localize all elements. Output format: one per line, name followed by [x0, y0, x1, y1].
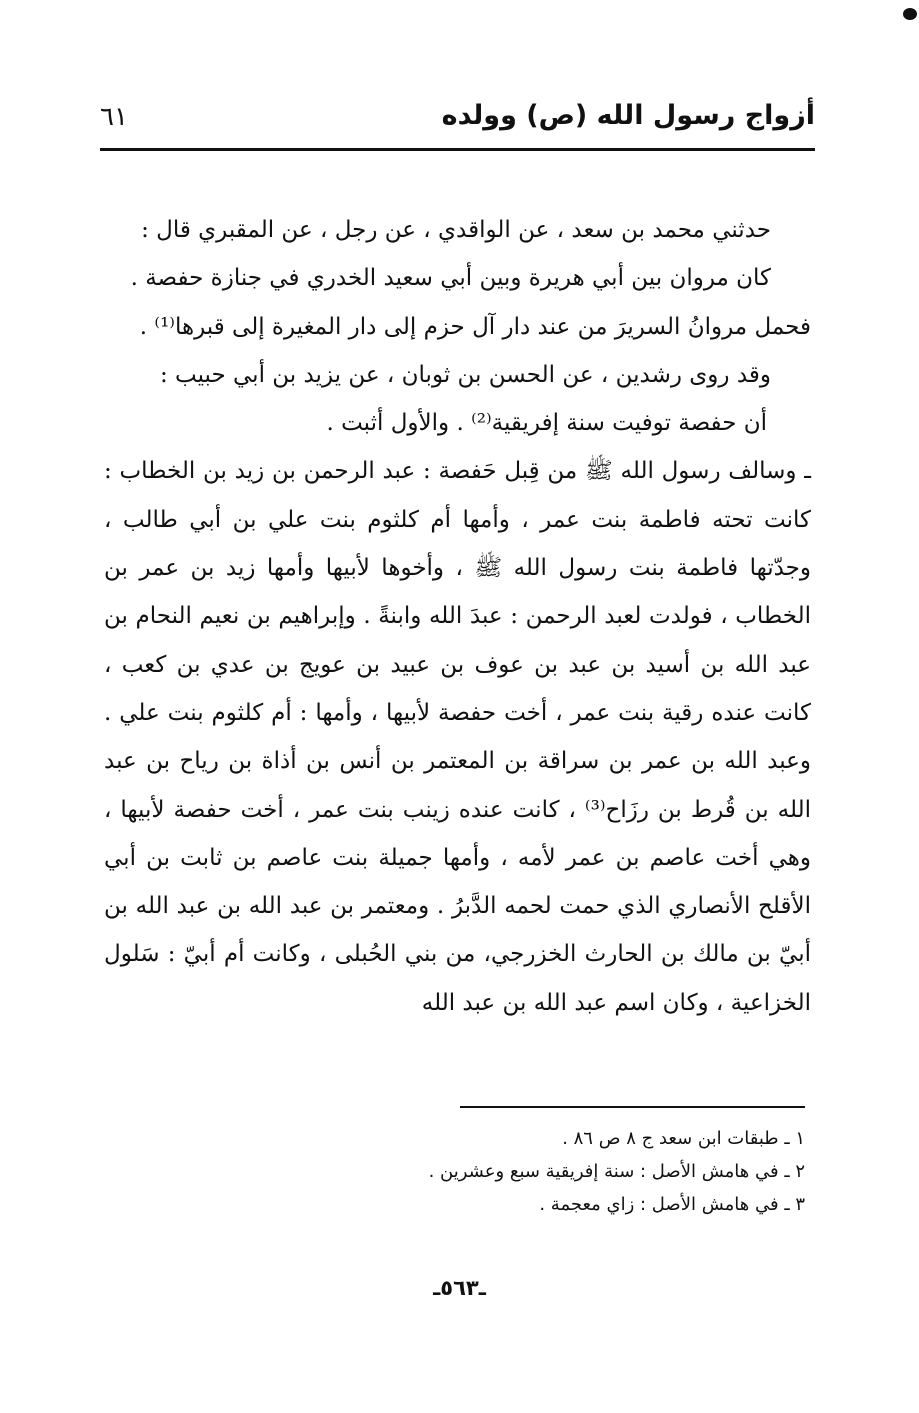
footnote: ٢ ـ في هامش الأصل : سنة إفريقية سبع وعشرين . [428, 1161, 805, 1182]
header-rule [100, 148, 815, 151]
paragraph: حدثني محمد بن سعد ، عن الواقدي ، عن رجل ، عن المقبري قال : [141, 217, 771, 243]
header-page-number: ٦١ [100, 102, 128, 132]
ink-dot [903, 8, 917, 20]
paragraph: وقد روى رشدين ، عن الحسن بن ثوبان ، عن يزيد بن أبي حبيب : [159, 361, 771, 388]
footnotes [245, 1122, 805, 1221]
main-text [104, 206, 811, 1027]
folio-page-number: ـ٥٦٣ـ [433, 1276, 486, 1300]
paragraph: كان مروان بين أبي هريرة وبين أبي سعيد الخدري في جنازة حفصة . [130, 265, 771, 292]
header-title: أزواج رسول الله (ص) وولده [441, 100, 815, 131]
paragraph: فحمل مروانُ السريرَ من عند دار آل حزم إلى دار المغيرة إلى قبرها⁽¹⁾ . [139, 313, 811, 340]
paragraph: أن حفصة توفيت سنة إفريقية⁽²⁾ . والأول أثبت . [326, 410, 767, 437]
footnote: ١ ـ طبقات ابن سعد ج ٨ ص ٨٦ . [562, 1128, 805, 1149]
paragraph: ـ وسالف رسول الله ﷺ من قِبل حَفصة : عبد الرحمن بن زيد بن الخطاب : كانت تحته فاطمة بنت عمر ، وأمها أم كلثوم بنت علي بن أبي طالب ، وجدّتها فاطمة بنت رسول الله ﷺ ، وأخوها لأبيها وأمها زيد بن عمر بن الخطاب ، فولدت لعبد الرحمن : عبدَ الله وابنةً . وإبراهيم بن نعيم النحام بن عبد الله بن أسيد بن عبد بن عوف بن عبيد بن عويج بن عدي بن كعب ، كانت عنده رقية بنت عمر ، أخت حفصة لأبيها ، وأمها : أم كلثوم بنت علي . وعبد الله بن عمر بن سراقة بن المعتمر بن أنس بن أذاة بن رياح بن عبد الله بن قُرط بن رزَاح⁽³⁾ ، كانت عنده زينب بنت عمر ، أخت حفصة لأبيها ، وهي أخت عاصم بن عمر لأمه ، وأمها جميلة بنت عاصم بن ثابت بن أبي الأقلح الأنصاري الذي حمت لحمه الدَّبرُ . ومعتمر بن عبد الله بن عبد الله بن أبيّ بن مالك بن الحارث الخزرجي، من بني الحُبلى ، وكانت أم أبيّ : سَلول الخزاعية ، وكان اسم عبد الله بن عبد الله [104, 458, 811, 1016]
footnote-rule [460, 1106, 805, 1108]
footnote: ٣ ـ في هامش الأصل : زاي معجمة . [539, 1194, 805, 1215]
running-header [100, 98, 815, 146]
